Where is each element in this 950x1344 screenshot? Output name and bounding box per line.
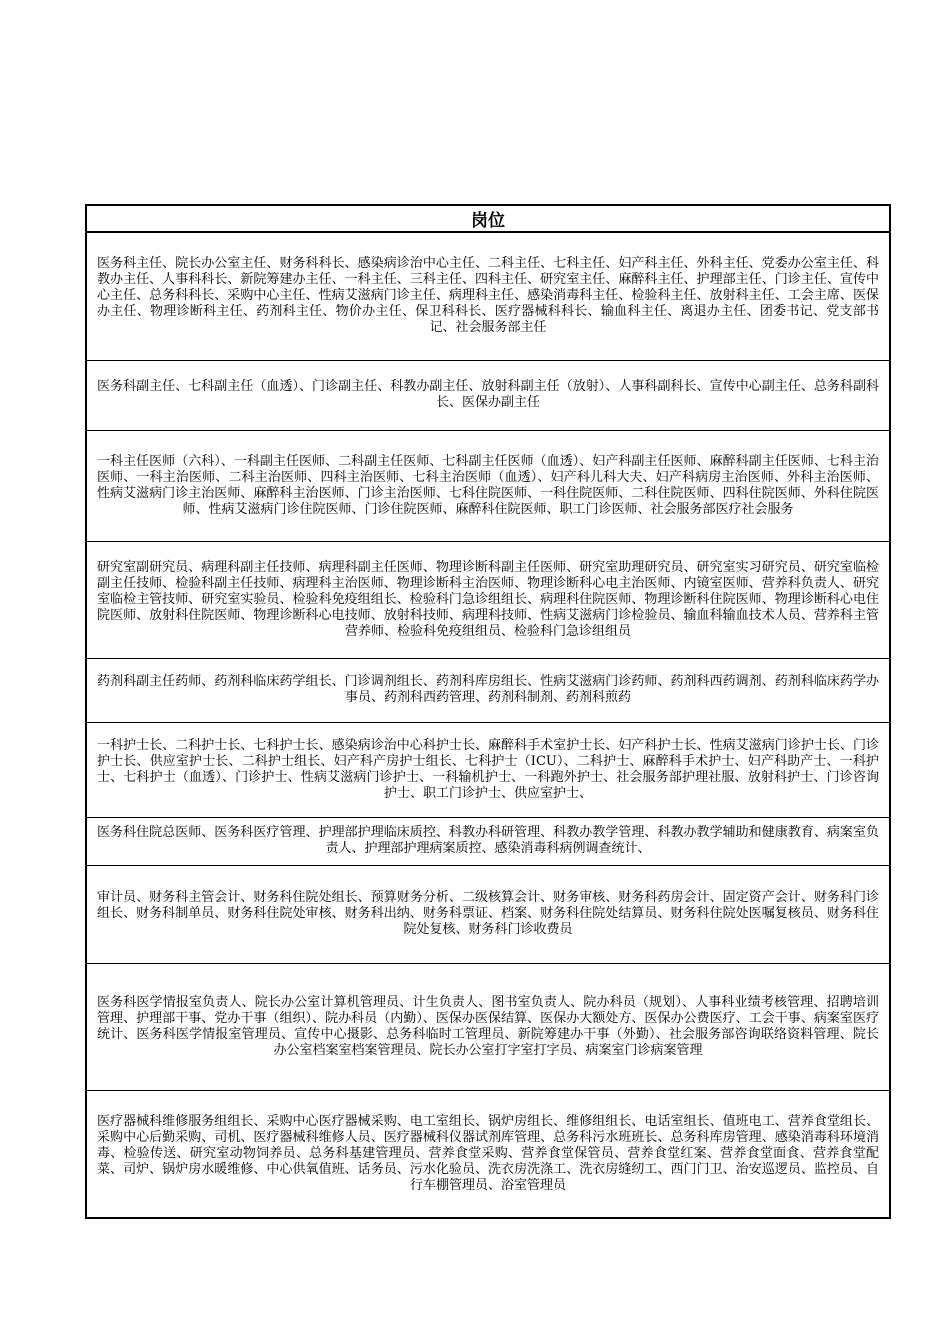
table-row — [86, 658, 890, 722]
table-row — [86, 865, 890, 963]
table-row — [86, 430, 890, 541]
position-list-cell: 医务科副主任、七科副主任（血透）、门诊副主任、科教办副主任、放射科副主任（放射）、人事科副科长、宣传中心副主任、总务科副科长、医保办副主任 — [86, 360, 890, 430]
column-header-position: 岗位 — [86, 205, 890, 232]
position-list-cell: 医务科医学情报室负责人、院长办公室计算机管理员、计生负责人、图书室负责人、院办科员（规划）、人事科业绩考核管理、招聘培训管理、护理部干事、党办干事（组织）、院办科员（内勤）、医保办医保结算、医保办大额处方、医保办公费医疗、工会干事、病案室医疗统计、医务科医学情报室管理员、宣传中心摄影、总务科临时工管理员、新院筹建办干事（外勤）、社会服务部咨询联络资料管理、院长办公室档案室档案管理员、院长办公室打字室打字员、病案室门诊病案管理 — [86, 963, 890, 1090]
table-row — [86, 541, 890, 658]
table-row — [86, 817, 890, 865]
position-list-cell: 药剂科副主任药师、药剂科临床药学组长、门诊调剂组长、药剂科库房组长、性病艾滋病门诊药师、药剂科西药调剂、药剂科临床药学办事员、药剂科西药管理、药剂科制剂、药剂科煎药 — [86, 658, 890, 722]
table-row — [86, 963, 890, 1090]
positions-table — [85, 204, 891, 1219]
table-row — [86, 360, 890, 430]
table-row — [86, 232, 890, 360]
position-list-cell: 一科护士长、二科护士长、七科护士长、感染病诊治中心科护士长、麻醉科手术室护士长、妇产科护士长、性病艾滋病门诊护士长、门诊护士长、供应室护士长、二科护士组长、妇产科产房护士组长、七科护士（ICU）、二科护士、麻醉科手术护士、妇产科助产士、一科护士、七科护士（血透）、门诊护士、性病艾滋病门诊护士、一科输机护士、一科跑外护士、社会服务部护理社服、放射科护士、门诊咨询护士、职工门诊护士、供应室护士、 — [86, 722, 890, 817]
position-list-cell: 一科主任医师（六科）、一科副主任医师、二科副主任医师、七科副主任医师（血透）、妇产科副主任医师、麻醉科副主任医师、七科主治医师、一科主治医师、二科主治医师、四科主治医师、七科主治医师（血透）、妇产科儿科大夫、妇产科病房主治医师、外科主治医师、性病艾滋病门诊主治医师、麻醉科主治医师、门诊主治医师、七科住院医师、一科住院医师、二科住院医师、四科住院医师、外科住院医师、性病艾滋病门诊住院医师、门诊住院医师、麻醉科住院医师、职工门诊医师、社会服务部医疗社会服务 — [86, 430, 890, 541]
position-list-cell: 医务科住院总医师、医务科医疗管理、护理部护理临床质控、科教办科研管理、科教办教学管理、科教办教学辅助和健康教育、病案室负责人、护理部护理病案质控、感染消毒科病例调查统计、 — [86, 817, 890, 865]
position-list-cell: 审计员、财务科主管会计、财务科住院处组长、预算财务分析、二级核算会计、财务审核、财务科药房会计、固定资产会计、财务科门诊组长、财务科制单员、财务科住院处审核、财务科出纳、财务科票证、档案、财务科住院处结算员、财务科住院处医嘱复核员、财务科住院处复核、财务科门诊收费员 — [86, 865, 890, 963]
position-list-cell: 医疗器械科维修服务组组长、采购中心医疗器械采购、电工室组长、锅炉房组长、维修组组长、电话室组长、值班电工、营养食堂组长、采购中心后勤采购、司机、医疗器械科维修人员、医疗器械科仪器试剂库管理、总务科污水班班长、总务科库房管理、感染消毒科环境消毒、检验传送、研究室动物饲养员、总务科基建管理员、营养食堂采购、营养食堂保管员、营养食堂红案、营养食堂面食、营养食堂配菜、司炉、锅炉房水暖维修、中心供氧值班、话务员、污水化验员、洗衣房洗涤工、洗衣房缝纫工、西门门卫、治安巡逻员、监控员、自行车棚管理员、浴室管理员 — [86, 1090, 890, 1218]
position-list-cell: 研究室副研究员、病理科副主任技师、病理科副主任医师、物理诊断科副主任医师、研究室助理研究员、研究室实习研究员、研究室临检副主任技师、检验科副主任技师、病理科主治医师、物理诊断科主治医师、物理诊断科心电主治医师、内镜室医师、营养科负责人、研究室临检主管技师、研究室实验员、检验科免疫组组长、检验科门急诊组组长、病理科住院医师、物理诊断科住院医师、物理诊断科心电住院医师、放射科住院医师、物理诊断科心电技师、放射科技师、病理科技师、性病艾滋病门诊检验员、输血科输血技术人员、营养科主管营养师、检验科免疫组组员、检验科门急诊组组员 — [86, 541, 890, 658]
position-list-cell: 医务科主任、院长办公室主任、财务科科长、感染病诊治中心主任、二科主任、七科主任、妇产科主任、外科主任、党委办公室主任、科教办主任、人事科科长、新院筹建办主任、一科主任、三科主任、四科主任、研究室主任、麻醉科主任、护理部主任、门诊主任、宣传中心主任、总务科科长、采购中心主任、性病艾滋病门诊主任、病理科主任、感染消毒科主任、检验科主任、放射科主任、工会主席、医保办主任、物理诊断科主任、药剂科主任、物价办主任、保卫科科长、医疗器械科科长、输血科主任、离退办主任、团委书记、党支部书记、社会服务部主任 — [86, 232, 890, 360]
table-row — [86, 722, 890, 817]
table-row — [86, 1090, 890, 1218]
table-header-row — [86, 205, 890, 232]
